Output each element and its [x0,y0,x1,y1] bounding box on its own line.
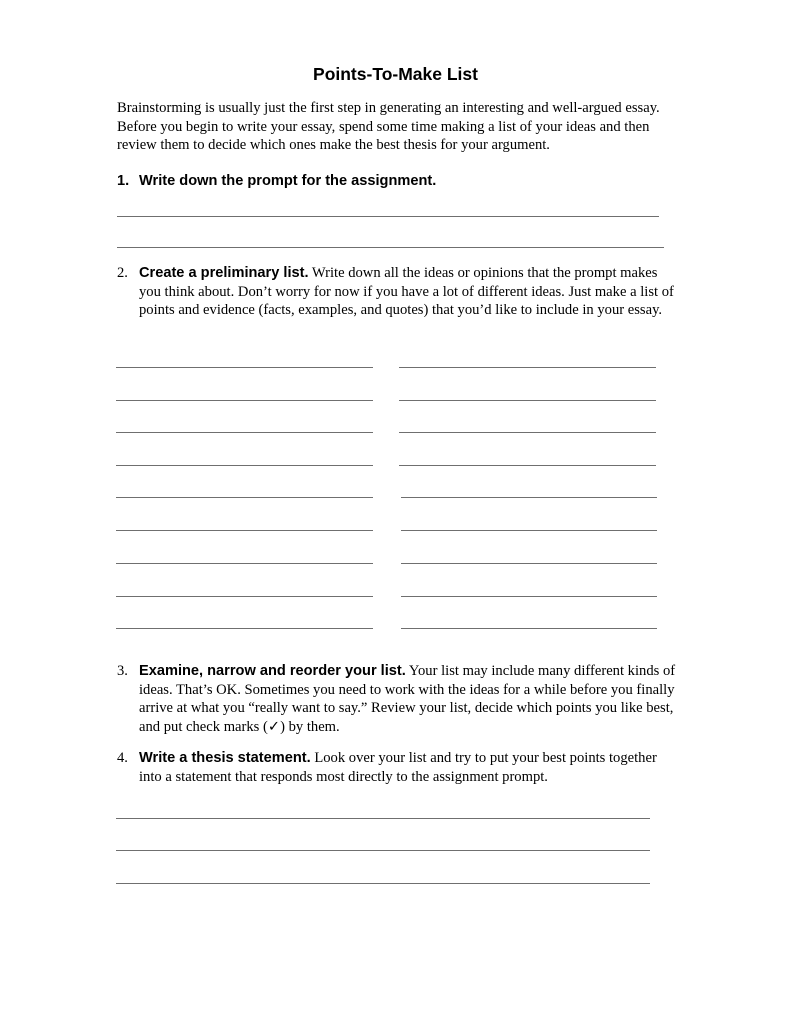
step-3 [117,662,677,736]
step-heading: Write down the prompt for the assignment. [139,173,437,189]
step-heading: Create a preliminary list. [139,265,309,281]
list-line-right-7[interactable] [401,563,657,564]
list-line-left-6[interactable] [116,530,373,531]
page-title: Points-To-Make List [313,64,478,84]
prompt-answer-line-1[interactable] [117,216,659,217]
thesis-line-3[interactable] [116,883,650,884]
list-line-right-9[interactable] [401,628,657,629]
list-line-right-4[interactable] [399,465,656,466]
step-text: Write down all the ideas or opinions that the prompt makes you think about. Don’t worry for now if you have a lot of different ideas. Just make a list of points and evidence (facts, examples, and quotes) that you’d like to include in your essay. [139,265,674,319]
thesis-line-1[interactable] [116,818,650,819]
list-line-right-5[interactable] [401,497,657,498]
step-1 [117,172,677,191]
list-line-right-2[interactable] [399,400,656,401]
list-line-left-5[interactable] [116,497,373,498]
list-line-right-3[interactable] [399,432,656,433]
step-2 [117,264,677,320]
list-line-left-1[interactable] [116,367,373,368]
list-line-right-8[interactable] [401,596,657,597]
list-line-left-9[interactable] [116,628,373,629]
step-heading: Write a thesis statement. [139,750,311,766]
step-number: 1. [117,173,130,189]
list-line-left-4[interactable] [116,465,373,466]
list-line-left-8[interactable] [116,596,373,597]
step-text: Your list may include many different kinds of ideas. That’s OK. Sometimes you need to work with the ideas for a while before you finally arrive at what you “really want to say.” Review your list, decide which points you like best, and put check marks (✓) by them. [139,663,676,735]
list-line-left-7[interactable] [116,563,373,564]
step-number: 4. [117,750,128,766]
intro-paragraph: Brainstorming is usually just the first step in generating an interesting and well-argued essay. Before you begin to write your essay, spend some time making a list of your ideas and then review them to decide which ones make the best thesis for your argument. [117,100,660,154]
list-line-right-1[interactable] [399,367,656,368]
prompt-answer-line-2[interactable] [117,247,664,248]
step-number: 3. [117,663,128,679]
step-4 [117,749,677,786]
list-line-left-2[interactable] [116,400,373,401]
list-line-left-3[interactable] [116,432,373,433]
list-line-right-6[interactable] [401,530,657,531]
step-heading: Examine, narrow and reorder your list. [139,663,406,679]
thesis-line-2[interactable] [116,850,650,851]
step-number: 2. [117,265,128,281]
step-text: Look over your list and try to put your best points together into a statement that responds most directly to the assignment prompt. [139,750,657,785]
